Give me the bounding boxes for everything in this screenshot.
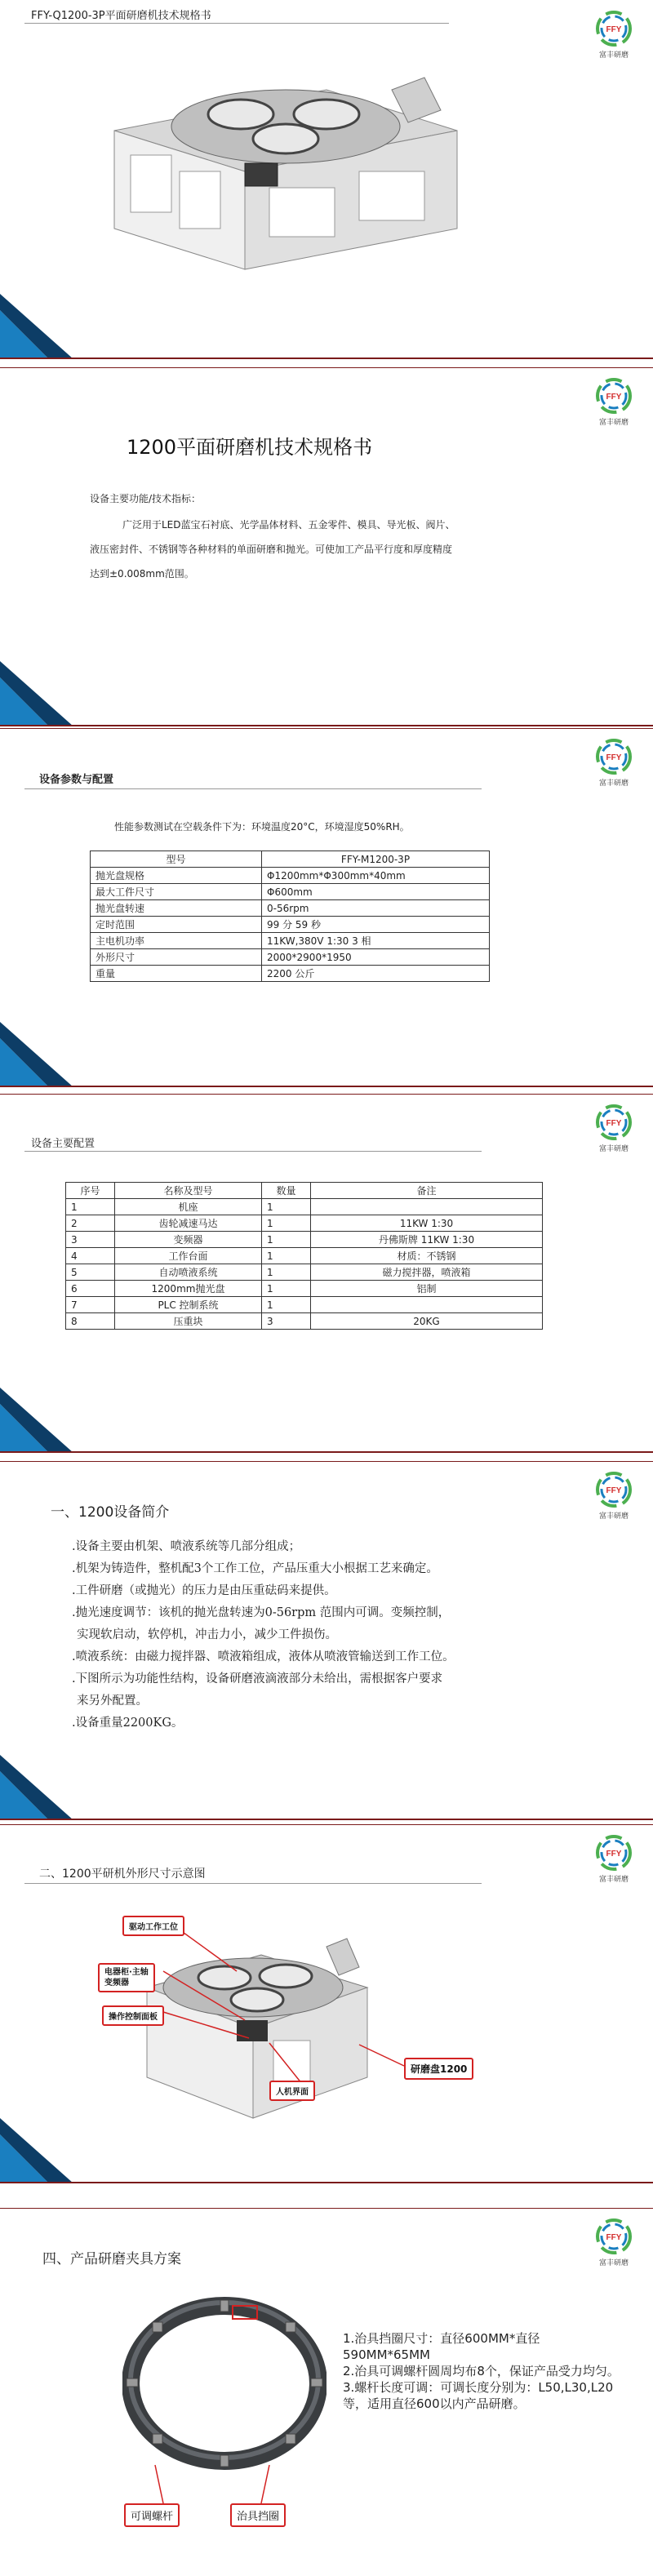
intro-line: 来另外配置。 <box>77 1694 148 1708</box>
fixture-line: 2.治具可调螺杆圆周均布8个，保证产品受力均匀。 <box>343 2364 620 2378</box>
blue-wave-decoration <box>0 1388 653 1453</box>
intro-line: 实现软启动，软停机，冲击力小，减少工件损伤。 <box>77 1628 337 1641</box>
table-cell: Φ600mm <box>262 884 490 900</box>
table-cell: 6 <box>66 1281 115 1297</box>
slide-cover <box>0 0 653 359</box>
table-row <box>66 1215 543 1232</box>
intro-title: 一、1200设备简介 <box>51 1504 170 1521</box>
table-header-cell: 数量 <box>262 1183 311 1199</box>
table-cell: 压重块 <box>115 1313 262 1330</box>
table-cell: 0-56rpm <box>262 900 490 917</box>
table-cell: 外形尺寸 <box>91 949 262 966</box>
label-drive-station: 驱动工作工位 <box>122 1916 184 1936</box>
svg-text:FFY: FFY <box>606 393 622 402</box>
table-header-cell: FFY-M1200-3P <box>262 851 490 868</box>
table-cell: 变频器 <box>115 1232 262 1248</box>
table-cell: 铝制 <box>311 1281 543 1297</box>
table-cell: 2200 公斤 <box>262 966 490 982</box>
label-grinding-disc: 研磨盘1200 <box>404 2058 473 2080</box>
blue-wave-decoration <box>0 294 653 359</box>
ffy-logo-icon <box>595 10 633 47</box>
table-cell: 20KG <box>311 1313 543 1330</box>
slide-fixture <box>0 2208 653 2576</box>
table-header-row <box>66 1183 543 1199</box>
blue-wave-decoration <box>0 2118 653 2183</box>
table-cell: 1 <box>262 1264 311 1281</box>
slide-top-line <box>0 1461 653 1462</box>
table-cell: 工作台面 <box>115 1248 262 1264</box>
table-cell: 1 <box>262 1232 311 1248</box>
brand-company: 富丰研磨 <box>598 1876 629 1884</box>
table-cell: 主电机功率 <box>91 933 262 949</box>
table-row <box>91 933 490 949</box>
table-row <box>66 1232 543 1248</box>
spec-line-2: 液压密封件、不锈钢等各种材料的单面研磨和抛光。可使加工产品平行度和厚度精度 <box>90 544 453 555</box>
brand-logo <box>589 1104 638 1153</box>
brand-company: 富丰研磨 <box>598 1145 629 1153</box>
table-cell: 1 <box>262 1215 311 1232</box>
brand-logo <box>589 10 638 59</box>
table-cell: 1200mm抛光盘 <box>115 1281 262 1297</box>
label-hmi: 人机界面 <box>269 2081 315 2101</box>
slide-top-line <box>0 728 653 729</box>
spec-line-1: 广泛用于LED蓝宝石衬底、光学晶体材料、五金零件、模具、导光板、阀片、 <box>122 519 455 531</box>
intro-line: .下图所示为功能性结构，设备研磨液滴液部分未给出，需根据客户要求 <box>72 1672 443 1686</box>
svg-text:FFY: FFY <box>606 2233 622 2242</box>
spec-title: 1200平面研磨机技术规格书 <box>127 436 373 459</box>
table-header-row <box>91 851 490 868</box>
table-cell: 齿轮减速马达 <box>115 1215 262 1232</box>
slide-top-line <box>0 367 653 368</box>
table-row <box>91 868 490 884</box>
brand-company: 富丰研磨 <box>598 779 629 788</box>
table-cell: 1 <box>262 1281 311 1297</box>
spec-line-3: 达到±0.008mm范围。 <box>90 568 194 580</box>
table-cell: 抛光盘规格 <box>91 868 262 884</box>
table-row <box>66 1313 543 1330</box>
config-table <box>65 1182 543 1330</box>
intro-line: .机架为铸造件，整机配3个工作工位，产品压重大小根据工艺来确定。 <box>72 1562 438 1575</box>
slide-top-line <box>0 1094 653 1095</box>
brand-logo <box>589 377 638 426</box>
slide-intro <box>0 1461 653 1820</box>
table-cell: 8 <box>66 1313 115 1330</box>
brand-logo <box>589 738 638 787</box>
slide-config <box>0 1094 653 1453</box>
table-cell: 11KW 1:30 <box>311 1215 543 1232</box>
params-title-underline <box>24 788 482 789</box>
table-cell: 1 <box>262 1199 311 1215</box>
blue-wave-decoration <box>0 661 653 726</box>
table-cell: 2000*2900*1950 <box>262 949 490 966</box>
params-note: 性能参数测试在空载条件下为：环境温度20°C，环境湿度50%RH。 <box>114 821 410 833</box>
label-fixture-ring: 治具挡圈 <box>230 2503 286 2527</box>
intro-line: .喷液系统：由磁力搅拌器、喷液箱组成，液体从喷液管输送到工作工位。 <box>72 1650 455 1663</box>
svg-text:FFY: FFY <box>606 1119 622 1128</box>
table-row <box>66 1281 543 1297</box>
fixture-title: 四、产品研磨夹具方案 <box>42 2251 181 2267</box>
blue-wave-decoration <box>0 1755 653 1820</box>
table-row <box>66 1297 543 1313</box>
ffy-logo-icon <box>595 738 633 775</box>
table-cell: 1 <box>66 1199 115 1215</box>
intro-line: .工件研磨（或抛光）的压力是由压重砝码来提供。 <box>72 1584 336 1597</box>
table-cell: 2 <box>66 1215 115 1232</box>
label-control-panel: 操作控制面板 <box>102 2005 164 2026</box>
label-adjustable-screw: 可调螺杆 <box>124 2503 180 2527</box>
brand-company: 富丰研磨 <box>598 2259 629 2267</box>
config-title-underline <box>24 1151 482 1152</box>
table-cell: 机座 <box>115 1199 262 1215</box>
table-cell: 3 <box>262 1313 311 1330</box>
table-row <box>66 1199 543 1215</box>
machine-illustration <box>82 33 539 278</box>
blue-wave-decoration <box>0 1022 653 1087</box>
table-cell: 5 <box>66 1264 115 1281</box>
table-cell: 最大工件尺寸 <box>91 884 262 900</box>
svg-text:FFY: FFY <box>606 1850 622 1859</box>
config-title: 设备主要配置 <box>31 1138 96 1150</box>
table-cell: 1 <box>262 1248 311 1264</box>
table-cell <box>311 1199 543 1215</box>
brand-company: 富丰研磨 <box>598 419 629 427</box>
table-cell: 1 <box>262 1297 311 1313</box>
table-header-cell: 序号 <box>66 1183 115 1199</box>
table-row <box>91 966 490 982</box>
intro-line: .设备重量2200KG。 <box>72 1717 184 1730</box>
table-cell: 11KW,380V 1:30 3 相 <box>262 933 490 949</box>
intro-line: .设备主要由机架、喷液系统等几部分组成； <box>72 1540 301 1553</box>
fixture-line: 1.治具挡圈尺寸：直径600MM*直径590MM*65MM <box>343 2331 540 2362</box>
brand-logo <box>589 1471 638 1520</box>
table-cell: 重量 <box>91 966 262 982</box>
table-row <box>91 884 490 900</box>
table-cell: Φ1200mm*Φ300mm*40mm <box>262 868 490 884</box>
table-header-cell: 型号 <box>91 851 262 868</box>
label-electrical-cabinet: 电器柜·主轴 变频器 <box>98 1963 155 1992</box>
table-cell: 定时范围 <box>91 917 262 933</box>
ffy-logo-icon <box>595 377 633 415</box>
table-row <box>66 1264 543 1281</box>
fixture-line: 3.螺杆长度可调：可调长度分别为：L50,L30,L20等，适用直径600以内产品研磨。 <box>343 2380 614 2411</box>
slide-params <box>0 728 653 1087</box>
table-row <box>91 949 490 966</box>
table-row <box>91 917 490 933</box>
brand-company: 富丰研磨 <box>598 51 629 60</box>
table-cell: 丹佛斯牌 11KW 1:30 <box>311 1232 543 1248</box>
cover-title-underline <box>24 23 449 24</box>
params-title: 设备参数与配置 <box>39 774 114 786</box>
svg-text:FFY: FFY <box>606 25 622 34</box>
intro-line: .抛光速度调节：该机的抛光盘转速为0-56rpm 范围内可调。变频控制， <box>72 1606 451 1619</box>
table-cell: 3 <box>66 1232 115 1248</box>
table-cell: 7 <box>66 1297 115 1313</box>
ffy-logo-icon <box>595 1471 633 1508</box>
table-header-cell: 备注 <box>311 1183 543 1199</box>
table-cell: 99 分 59 秒 <box>262 917 490 933</box>
table-cell: 自动喷液系统 <box>115 1264 262 1281</box>
table-cell: 磁力搅拌器，喷液箱 <box>311 1264 543 1281</box>
table-cell: 材质：不锈钢 <box>311 1248 543 1264</box>
params-table <box>90 851 490 982</box>
table-row <box>66 1248 543 1264</box>
slide-dimensions <box>0 1824 653 2208</box>
slide-spec-overview <box>0 367 653 726</box>
svg-text:FFY: FFY <box>606 753 622 762</box>
table-row <box>91 900 490 917</box>
cover-title: FFY-Q1200-3P平面研磨机技术规格书 <box>31 10 211 22</box>
table-cell: 抛光盘转速 <box>91 900 262 917</box>
table-cell: 4 <box>66 1248 115 1264</box>
spec-heading: 设备主要功能/技术指标： <box>90 493 202 504</box>
table-cell <box>311 1297 543 1313</box>
brand-company: 富丰研磨 <box>598 1512 629 1521</box>
fixture-body <box>343 2330 624 2412</box>
intro-body <box>72 1536 455 1734</box>
ffy-logo-icon <box>595 1104 633 1141</box>
table-header-cell: 名称及型号 <box>115 1183 262 1199</box>
svg-text:FFY: FFY <box>606 1486 622 1495</box>
dimensions-title: 二、1200平研机外形尺寸示意图 <box>39 1868 206 1881</box>
table-cell: PLC 控制系统 <box>115 1297 262 1313</box>
